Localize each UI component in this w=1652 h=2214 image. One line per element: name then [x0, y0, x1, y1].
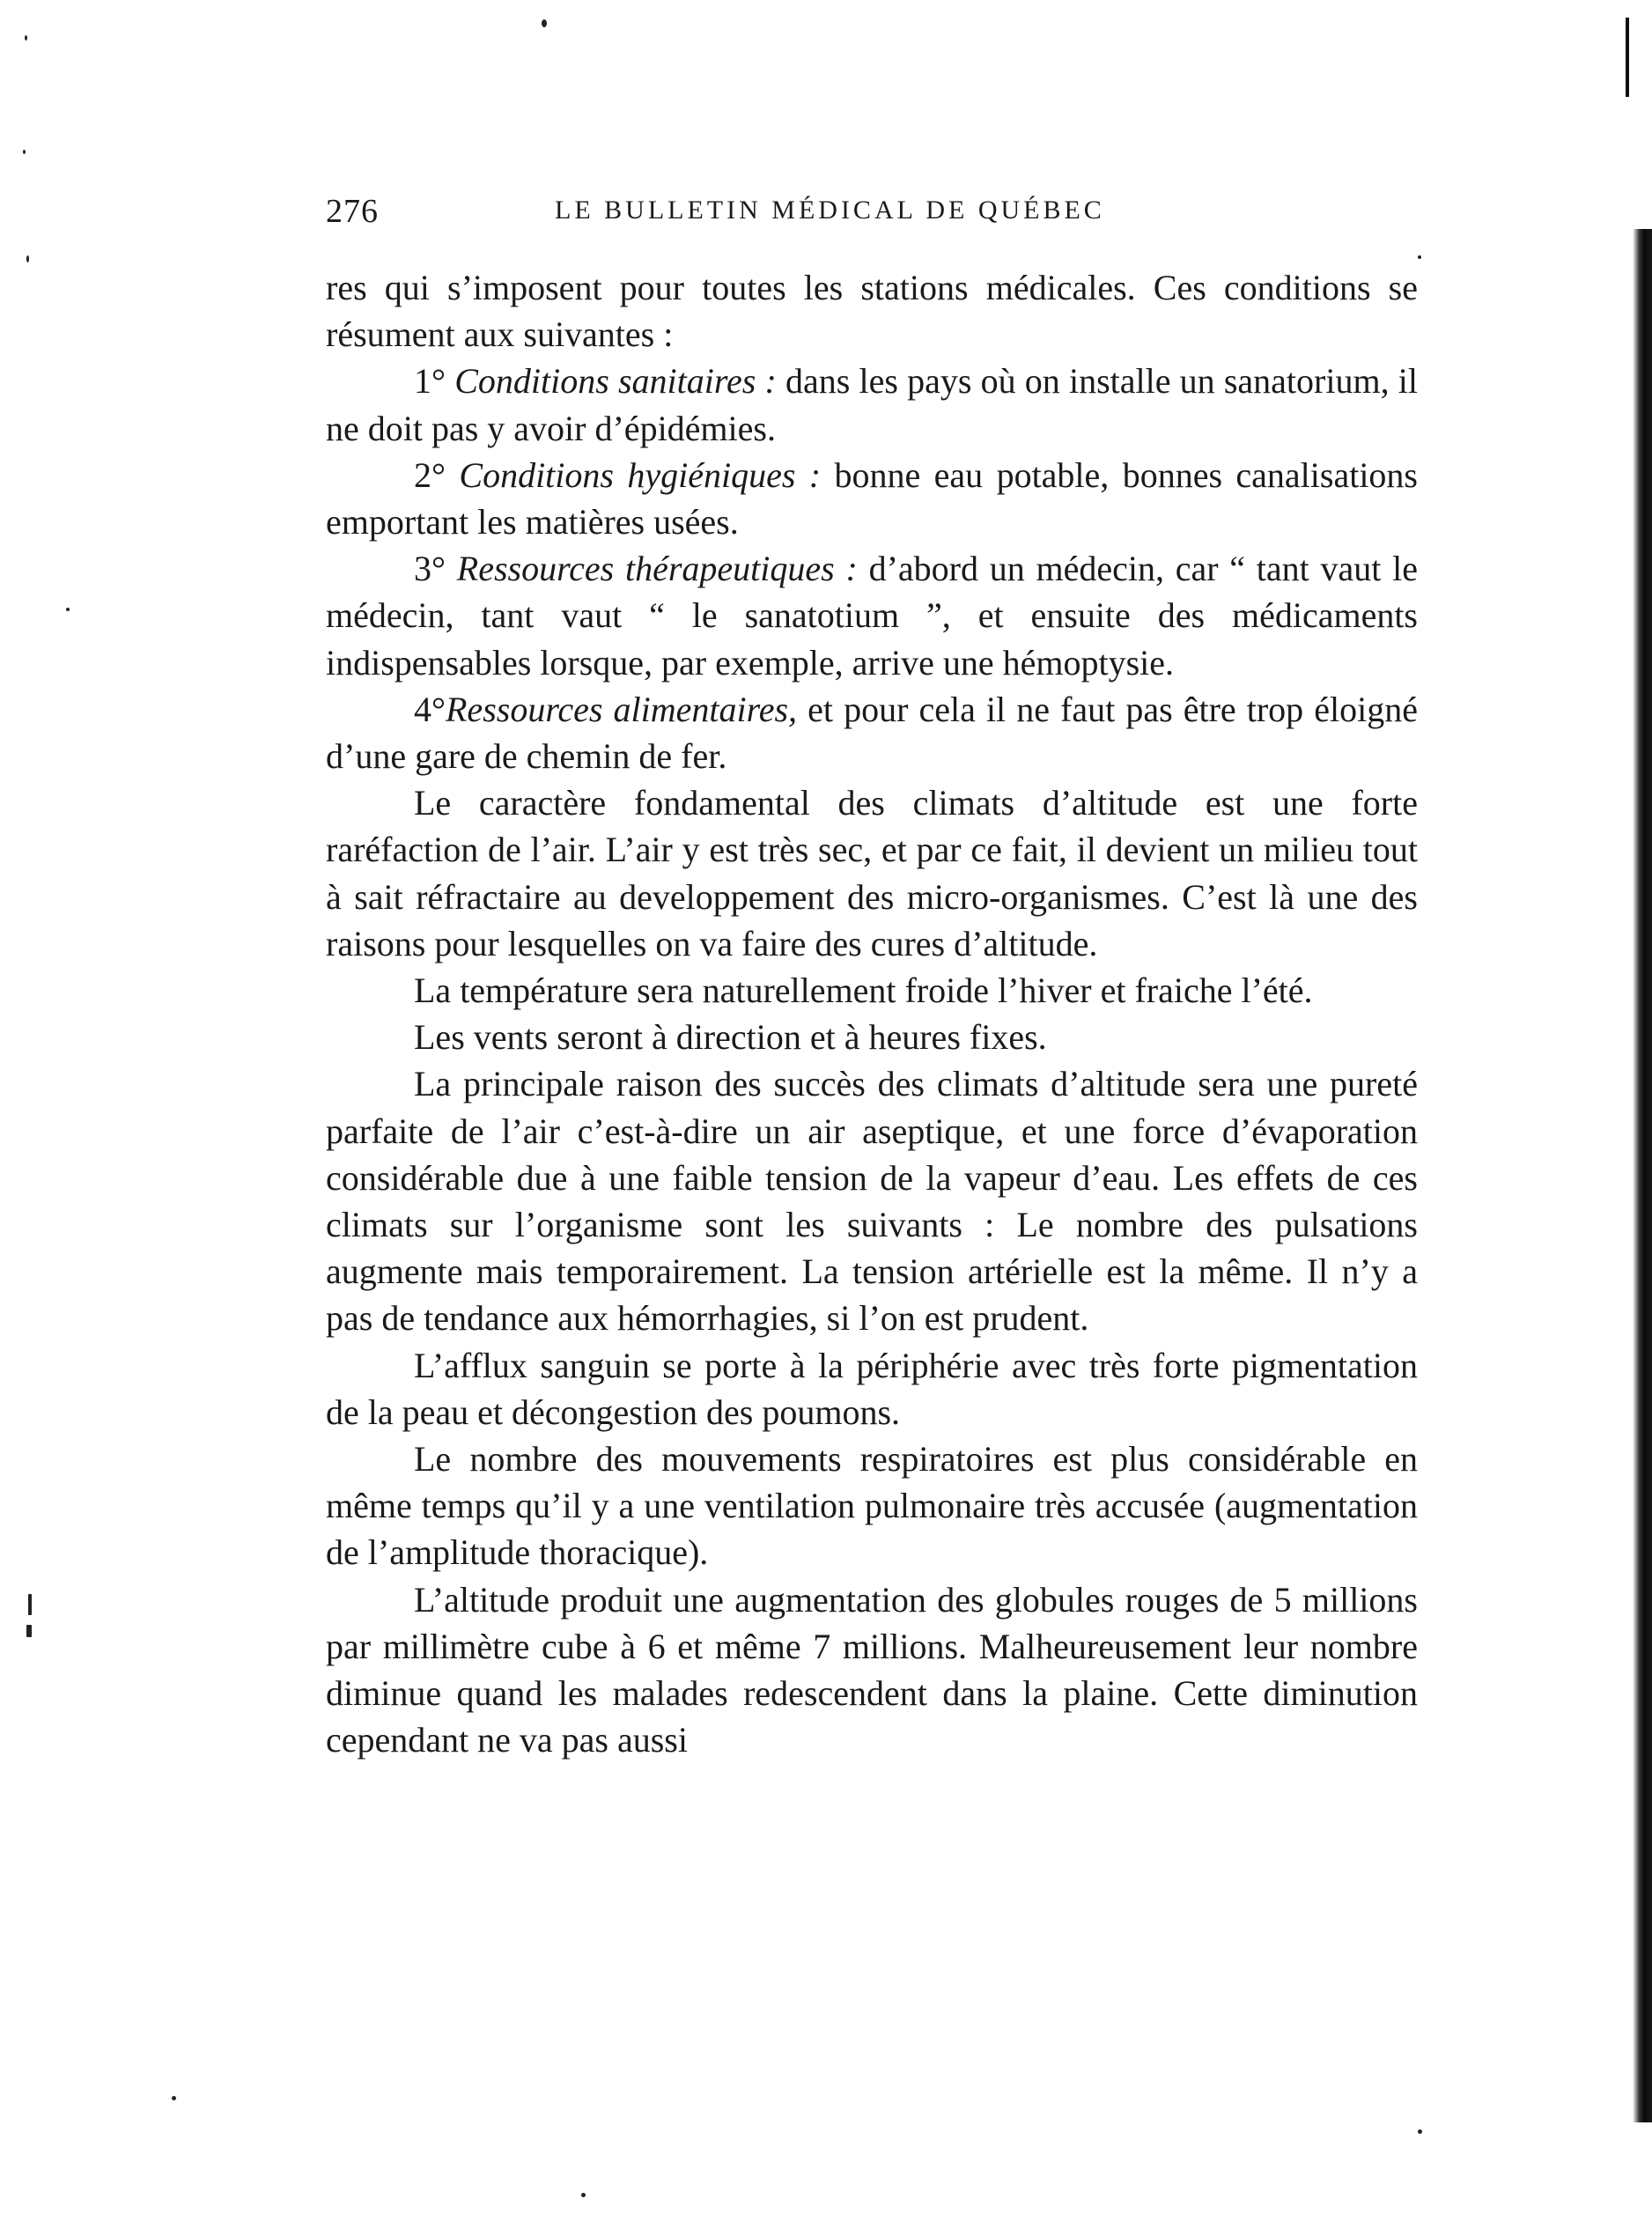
scan-speck: [28, 1594, 32, 1615]
paragraph: res qui s’imposent pour toutes les stations médicales. Ces conditions se résument aux suivantes :: [326, 268, 1418, 355]
running-title: LE BULLETIN MÉDICAL DE QUÉBEC: [555, 196, 1105, 225]
list-item: 3° Ressources thérapeutiques : d’abord un médecin, car “ tant vaut le médecin, tant vaut “ le sanatotium ”, et ensuite des médicaments indispensables lorsque, par exemple, arrive une hémoptysie.: [326, 549, 1419, 683]
paragraph: Le caractère fondamental des climats d’altitude est une forte raréfaction de l’air. L’air y est très sec, et par ce fait, il devient un milieu tout à sait réfractaire au developpement des micro-organismes. C’est là une des raisons pour lesquelles on va faire des cures d’altitude.: [326, 783, 1418, 963]
paragraph: Les vents seront à direction et à heures fixes.: [414, 1017, 1047, 1058]
running-head: [326, 192, 1171, 245]
binding-edge: [1633, 229, 1652, 2122]
paragraph: L’altitude produit une augmentation des globules rouges de 5 millions par millimètre cube à 6 et même 7 millions. Malheureusement leur nombre diminue quand les malades redescendent dans la plaine. Cette diminution cependant ne va pas aussi: [326, 1579, 1418, 1760]
scan-speck: [172, 2096, 176, 2100]
paragraph: Le nombre des mouvements respiratoires est plus considérable en même temps qu’il y a une ventilation pulmonaire très accusée (augmentation de l’amplitude thoracique).: [326, 1439, 1418, 1573]
scan-speck: [23, 150, 26, 154]
scan-speck: [26, 255, 29, 262]
list-item: 4°Ressources alimentaires, et pour cela il ne faut pas être trop éloigné d’une gare de chemin de fer.: [326, 689, 1418, 777]
page-number: 276: [326, 193, 379, 230]
scan-speck: [581, 2193, 586, 2197]
scan-speck: [66, 608, 70, 611]
scan-speck: [542, 19, 547, 27]
scan-speck: [1418, 255, 1421, 259]
paragraph: La température sera naturellement froide l’hiver et fraiche l’été.: [414, 970, 1313, 1011]
scan-speck: [26, 1625, 32, 1637]
paragraph: L’afflux sanguin se porte à la périphérie avec très forte pigmentation de la peau et décongestion des poumons.: [326, 1345, 1418, 1432]
scan-speck: [25, 35, 27, 41]
scan-speck: [1418, 2129, 1422, 2134]
scan-edge-mark: [1626, 18, 1629, 97]
list-item: 2° Conditions hygiéniques : bonne eau potable, bonnes canalisations emportant les matières usées.: [326, 454, 1419, 542]
list-item: 1° Conditions sanitaires : dans les pays où on installe un sanatorium, il ne doit pas y avoir d’épidémies.: [326, 361, 1419, 448]
paragraph: La principale raison des succès des climats d’altitude sera une pureté parfaite de l’air c’est-à-dire un air aseptique, et une force d’évaporation considérable due à une faible tension de la vapeur d’eau. Les effets de ces climats sur l’organisme sont les suivants : Le nombre des pulsations augmente mais temporairement. La tension artérielle est la même. Il n’y a pas de tendance aux hémorrhagies, si l’on est prudent.: [326, 1064, 1418, 1339]
body-text: [326, 264, 1418, 1764]
